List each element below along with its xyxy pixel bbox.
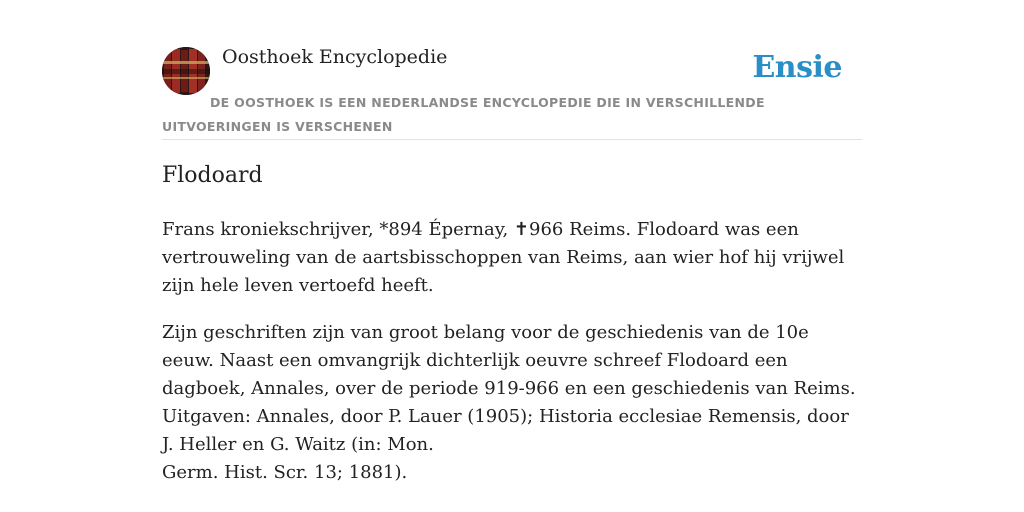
article-title: Flodoard [162,163,263,188]
books-icon[interactable] [162,47,210,95]
site-tagline: DE OOSTHOEK IS EEN NEDERLANDSE ENCYCLOPEDIE DIE IN VERSCHILLENDE UITVOERINGEN IS VERSCHENEN [162,95,765,134]
article-paragraph: Frans kroniekschrijver, *894 Épernay, ✝966 Reims. Flodoard was een vertrouweling van de aartsbisschoppen van Reims, aan wier hof hij vrijwel zijn hele leven vertoefd heeft. [162,219,845,296]
header-divider [162,139,862,140]
ensie-logo-link[interactable]: Ensie [752,50,842,85]
article-paragraph: Germ. Hist. Scr. 13; 1881). [162,462,408,483]
article-paragraph: Zijn geschriften zijn van groot belang voor de geschiedenis van de 10e eeuw. Naast een omvangrijk dichterlijk oeuvre schreef Flodoard een dagboek, Annales, over de periode 919-966 en een geschiedenis van Reims. Uitgaven: Annales, door P. Lauer (1905); Historia ecclesiae Remensis, door J. Heller en G. Waitz (in: Mon. [162,322,856,455]
site-name[interactable]: Oosthoek Encyclopedie [222,46,448,68]
